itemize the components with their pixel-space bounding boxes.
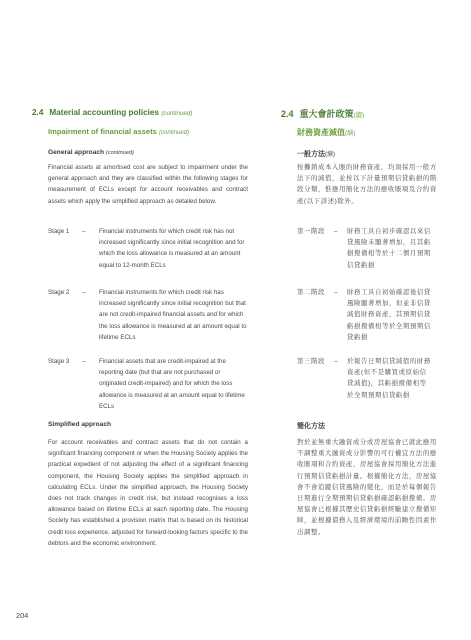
stage-label: 第二階段 — [297, 289, 325, 296]
stage-item-en — [48, 287, 253, 357]
subsection-heading-zh — [297, 127, 355, 138]
stage-label: Stage 2 — [48, 289, 70, 296]
continued-label: (continued) — [161, 110, 193, 117]
section-title-zh: 重大會計政策 — [299, 109, 354, 119]
continued-label: (continued) — [105, 150, 134, 156]
continued-label-zh: (續) — [345, 130, 356, 137]
general-heading-text-zh: 一般方法 — [297, 151, 325, 158]
simplified-approach-heading-en: Simplified approach — [48, 421, 112, 428]
subsection-heading-en — [48, 127, 189, 136]
stage-item-en — [48, 356, 253, 416]
stage-text: 於報告日期信貸減值的財務資產(但不是購買或原始信貸減值)，其虧損撥備相等於全期預期信貸虧損 — [347, 358, 431, 399]
stage-item-zh — [297, 287, 437, 357]
section-heading-en — [32, 108, 192, 117]
stage-text: 財務工具自初始確認後信貸風險顯著增加，但並非信貸減值財務資產，其預期信貸虧損撥備相等於全期預期信貸虧損 — [347, 289, 431, 341]
general-approach-paragraph-zh: 按攤銷成本入賬的財務資產，均須採用一般方法下的減值，並按以下計量預期信貸虧損的階段分類，惟應用簡化方法的應收賬項及合約資產(以下詳述)除外。 — [297, 164, 437, 205]
stage-label: Stage 3 — [48, 358, 70, 365]
continued-label: (continued) — [159, 130, 190, 136]
section-title-en: Material accounting policies — [49, 108, 160, 117]
stage-item-zh — [297, 226, 437, 286]
stage-item-en — [48, 226, 253, 286]
stage-label: 第一階段 — [297, 228, 325, 235]
stage-dash: – — [82, 228, 86, 235]
general-heading-text-en: General approach — [48, 149, 105, 156]
stage-text: Financial assets that are credit-impaired at the reporting date (but that are not purchased or originated credit-impaired) and for which the loss allowance is measured at an amount equal to lifetime ECLs — [99, 358, 245, 410]
stage-dash: – — [82, 358, 86, 365]
stage-dash: – — [82, 289, 86, 296]
stage-dash: – — [334, 289, 339, 296]
stage-text: Financial instruments for which credit risk has increased significantly since initial recognition but that are not credit-impaired financial assets and for which the loss allowance is measured at an amount equal to lifetime ECLs — [99, 289, 247, 341]
continued-label-zh: (續) — [325, 152, 335, 158]
stage-label: 第三階段 — [297, 358, 325, 365]
subsection-title-zh: 財務資產減值 — [297, 128, 345, 137]
stage-item-zh — [297, 356, 437, 416]
section-number-en: 2.4 — [32, 108, 44, 117]
section-number-zh: 2.4 — [281, 109, 294, 119]
general-approach-heading-zh — [297, 149, 335, 159]
stage-dash: – — [334, 228, 339, 235]
stage-text: 財務工具自初步確認以來信貸風險未顯著增加，且其虧損撥備相等於十二個月預期信貸虧損 — [347, 228, 431, 269]
simplified-approach-paragraph-en: For account receivables and contract assets that do not contain a significant financing component or when the Housing Society applies the practical expedient of not adjusting the effect of a significant financing component, the Housing Society applies the simplified approach in calculating ECLs. Under the simplified approach, the Housing Society does not track changes in credit risk, but instead recognises a loss allowance based on lifetime ECLs at each reporting date. The Housing Society has established a provision matrix that is based on its historical credit loss experience, adjusted for forward-looking factors specific to the debtors and the economic environment. — [48, 439, 248, 547]
continued-label-zh: (續) — [353, 112, 365, 119]
general-approach-heading-en — [48, 149, 134, 156]
general-approach-paragraph-en: Financial assets at amortised cost are subject to impairment under the general approach and they are classified within the following stages for measurement of ECLs except for account receivables and contract assets which apply the simplified approach as detailed below. — [48, 164, 248, 205]
simplified-approach-paragraph-zh: 對於並無重大融資成分或房屋協會已就此應用不調整重大融資成分影響的可行權宜方法的應收賬項和合約資產，房屋協會採用簡化方法進行預期信貸虧損計量。根據簡化方法，房屋協會不會追蹤信貸風險的變化，而是於每個報告日期進行全期預期信貸虧損確認虧損撥備。房屋協會已根據其歷史信貸虧損經驗建立撥備矩陣，並根據債務人及經濟環境的前瞻性因素作出調整。 — [297, 439, 437, 536]
section-heading-zh — [281, 107, 364, 120]
stage-label: Stage 1 — [48, 228, 70, 235]
page-number: 204 — [16, 611, 29, 620]
stage-text: Financial instruments for which credit risk has not increased significantly since initial recognition and for which the loss allowance is measured at an amount equal to 12-month ECLs — [99, 228, 245, 269]
stage-dash: – — [334, 358, 339, 365]
subsection-title-en: Impairment of financial assets — [48, 127, 157, 136]
simplified-approach-heading-zh: 簡化方法 — [297, 423, 325, 430]
